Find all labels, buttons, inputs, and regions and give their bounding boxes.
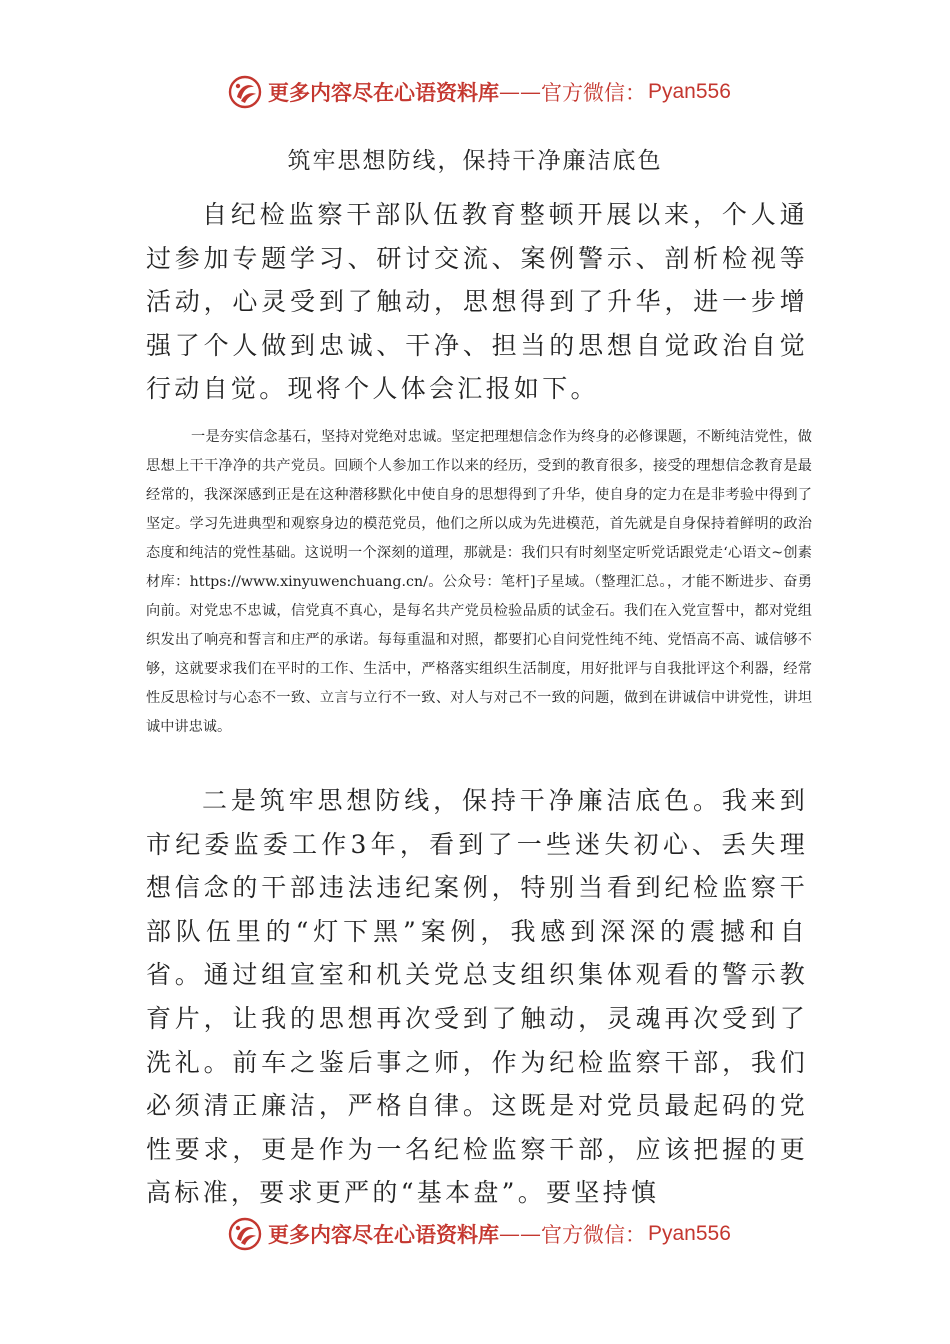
intro-paragraph: 自纪检监察干部队伍教育整顿开展以来，个人通过参加专题学习、研讨交流、案例警示、剖析检视等活动，心灵受到了触动，思想得到了升华，进一步增强了个人做到忠诚、干净、担当的思想自觉政治自觉行动自觉。现将个人体会汇报如下。	[146, 200, 808, 404]
header-banner	[228, 72, 748, 112]
footer-banner	[228, 1214, 748, 1254]
swirl-logo-icon	[228, 75, 262, 109]
point-two-paragraph: 二是筑牢思想防线，保持干净廉洁底色。我来到市纪委监委工作3年，看到了一些迷失初心、丢失理想信念的干部违法违纪案例，特别当看到纪检监察干部队伍里的“灯下黑”案例，我感到深深的震撼和自省。通过组宣室和机关党总支组织集体观看的警示教育片，让我的思想再次受到了触动，灵魂再次受到了洗礼。前车之鉴后事之师，作为纪检监察干部，我们必须清正廉洁，严格自律。这既是对党员最起码的党性要求，更是作为一名纪检监察干部，应该把握的更高标准，要求更严的“基本盘”。要坚持慎	[146, 786, 808, 1208]
banner-text: 更多内容尽在心语资料库	[268, 1222, 499, 1247]
banner-dash: ——	[499, 1222, 541, 1246]
banner-text: 更多内容尽在心语资料库	[268, 80, 499, 105]
banner-dash: ——	[499, 80, 541, 104]
point-one-paragraph: 一是夯实信念基石，坚持对党绝对忠诚。坚定把理想信念作为终身的必修课题，不断纯洁党性，做思想上干干净净的共产党员。回顾个人参加工作以来的经历，受到的教育很多，接受的理想信念教育是最经常的，我深深感到正是在这种潜移默化中使自身的思想得到了升华，使自身的定力在是非考验中得到了坚定。学习先进典型和观察身边的模范党员，他们之所以成为先进模范，首先就是自身保持着鲜明的政治态度和纯洁的党性基础。这说明一个深刻的道理，那就是：我们只有时刻坚定听党话跟党走‘心语文~创素材库：https://www.xinyuwenchuang.cn/。公众号：笔杆]子星域。（整理汇总。，才能不断进步、奋勇向前。对党忠不忠诚，信党真不真心，是每名共产党员检验品质的试金石。我们在入党宣誓中，都对党组织发出了响亮和誓言和庄严的承诺。每每重温和对照，都要扪心自问党性纯不纯、党悟高不高、诚信够不够，这就要求我们在平时的工作、生活中，严格落实组织生活制度，用好批评与自我批评这个利器，经常性反思检讨与心态不一致、立言与立行不一致、对人与对己不一致的问题，做到在讲诚信中讲党性，讲坦诚中讲忠诚。	[146, 429, 812, 735]
document-title: 筑牢思想防线，保持干净廉洁底色	[287, 148, 663, 174]
banner-wechat-id: Pyan556	[648, 1222, 731, 1245]
banner-wechat-label: 官方微信：	[541, 81, 646, 105]
banner-wechat-label: 官方微信：	[541, 1223, 646, 1247]
swirl-logo-icon	[228, 1217, 262, 1251]
banner-wechat-id: Pyan556	[648, 80, 731, 103]
